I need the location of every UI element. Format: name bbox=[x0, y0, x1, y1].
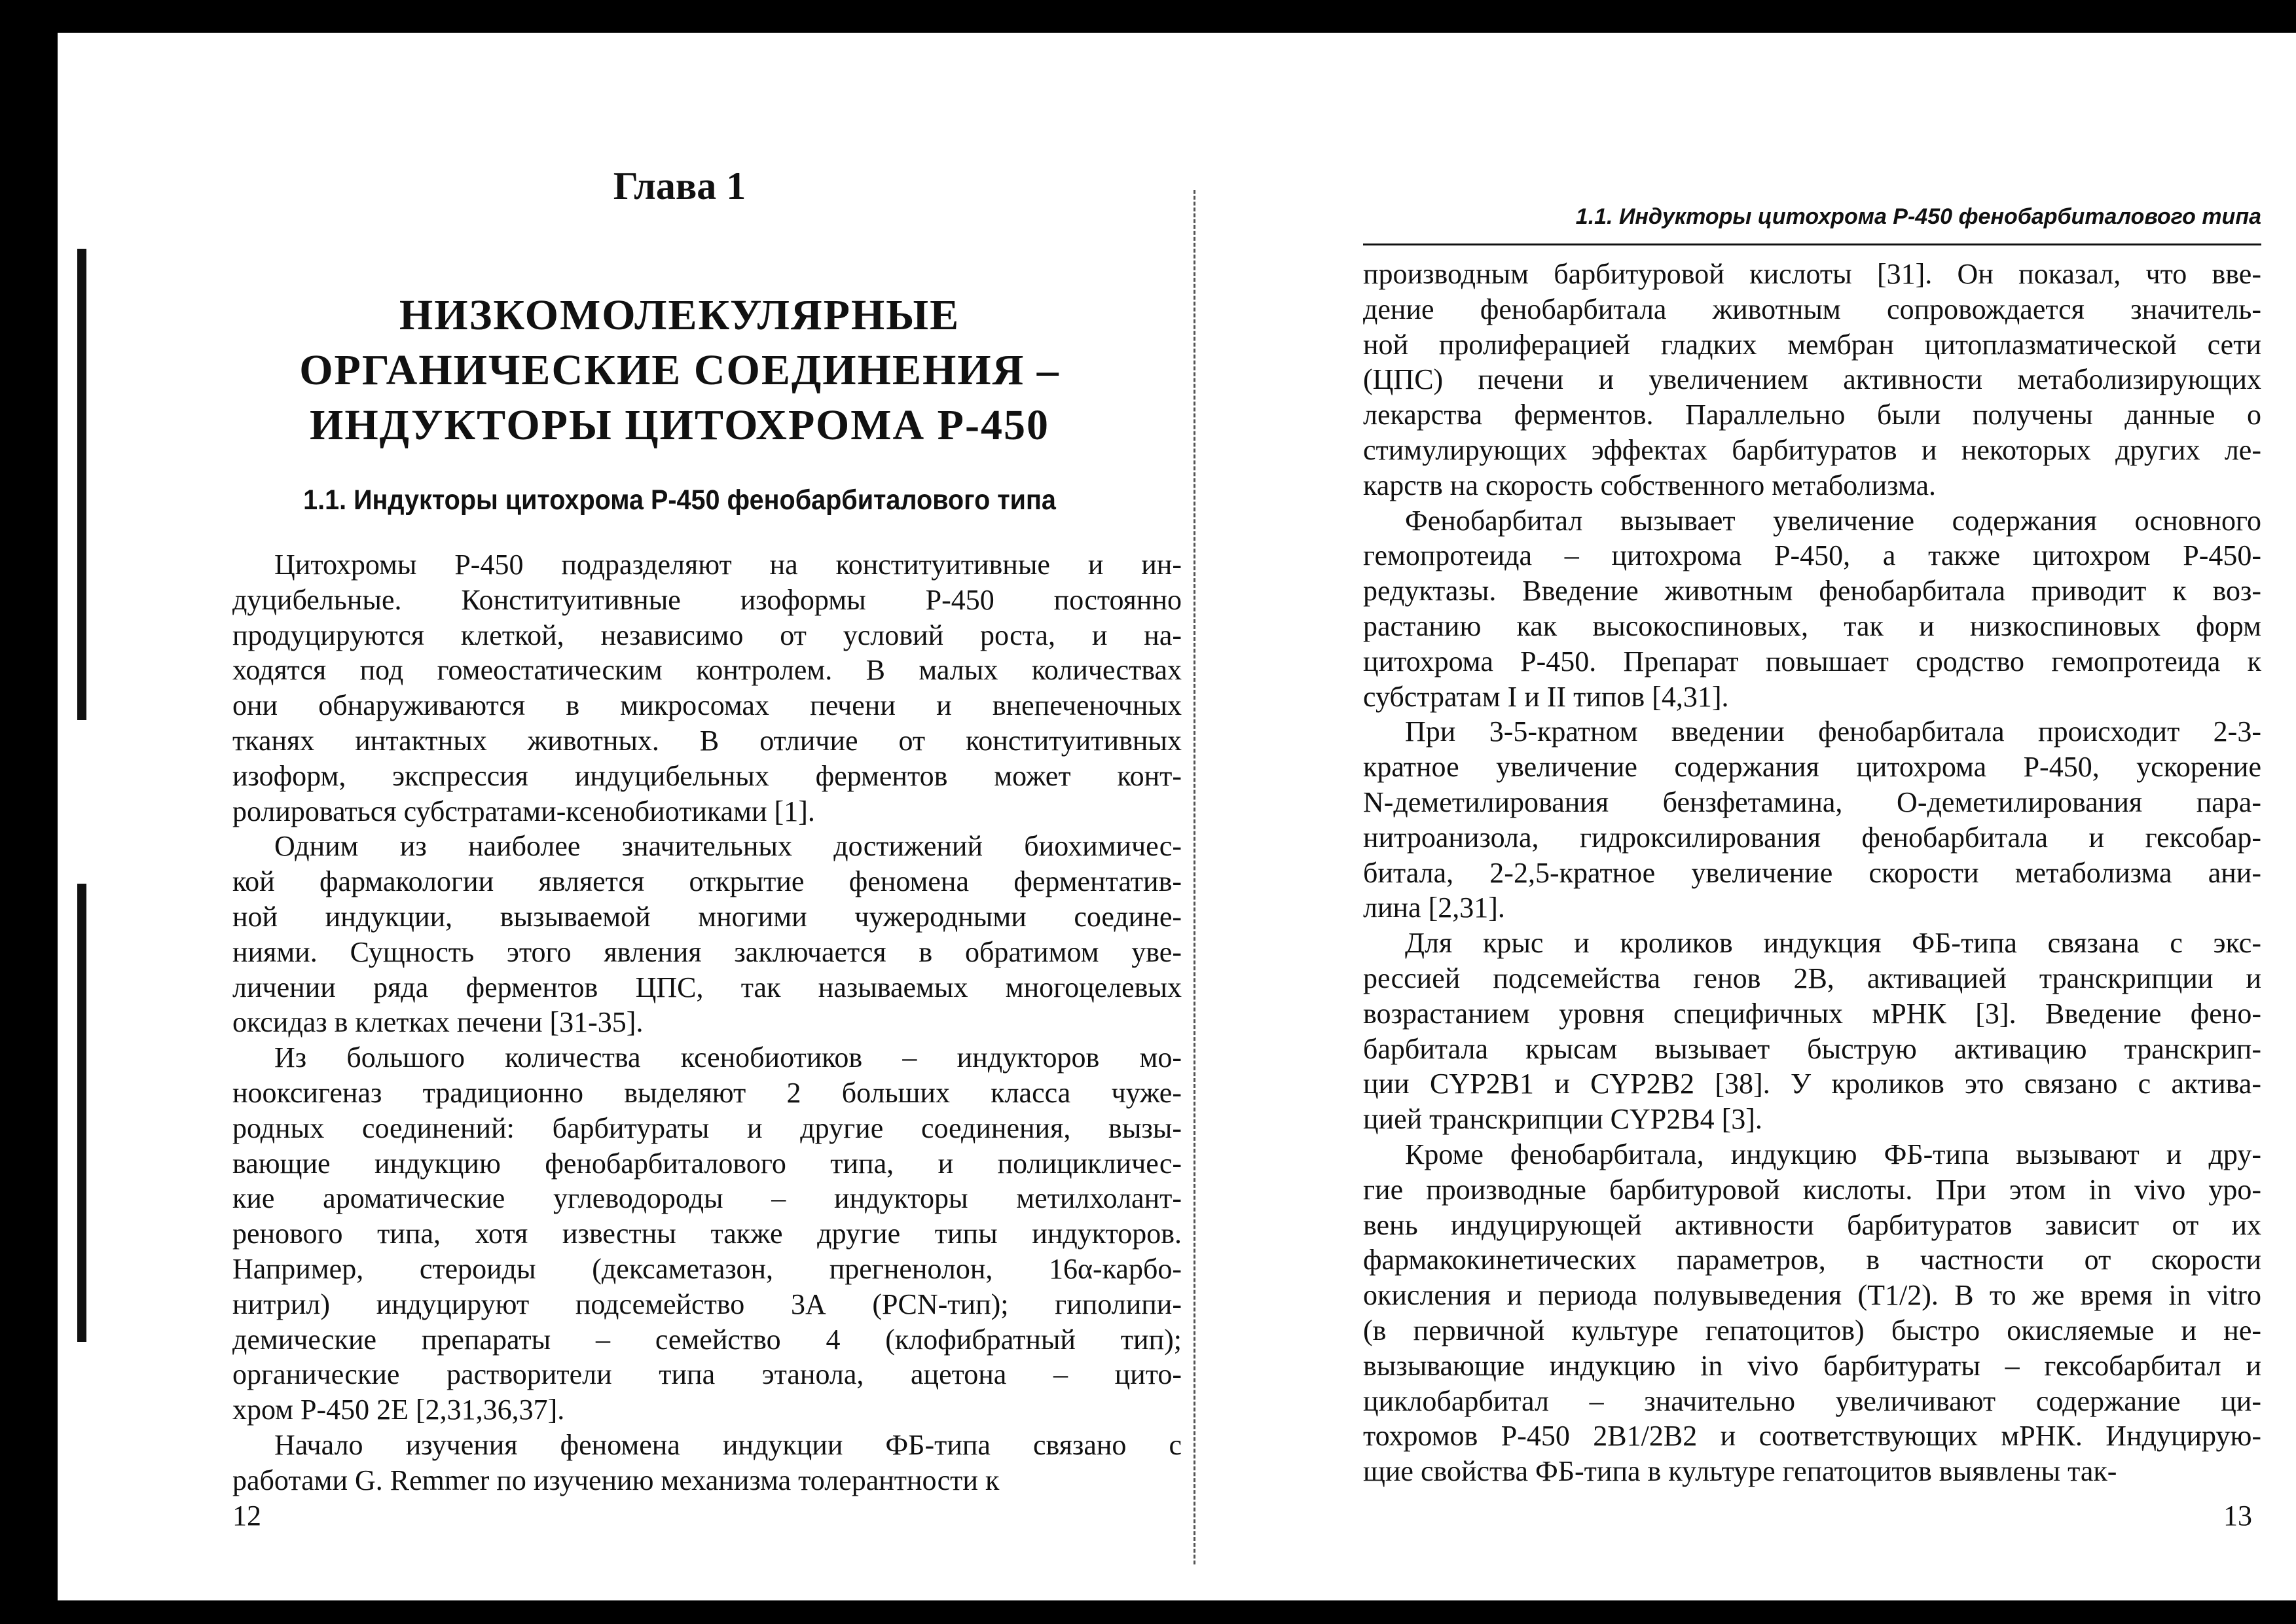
text-line: работами G. Remmer по изучению механизма толерантности к bbox=[232, 1464, 1000, 1496]
chapter-title bbox=[234, 288, 1125, 453]
text-line: органические растворители типа этанола, ацетона – цито- bbox=[232, 1358, 1182, 1391]
text-line: ниями. Сущность этого явления заключается в обратимом уве- bbox=[232, 935, 1182, 968]
text-line: Для крыс и кроликов индукция ФБ-типа связана с экс- bbox=[1405, 927, 2261, 960]
chapter-title-line: НИЗКОМОЛЕКУЛЯРНЫЕ bbox=[399, 291, 960, 339]
text-line: нооксигеназ традиционно выделяют 2 больших класса чуже- bbox=[232, 1076, 1182, 1109]
text-line: вень индуцирующей активности барбитуратов зависит от их bbox=[1363, 1208, 2261, 1241]
text-line: ной индукции, вызываемой многими чужеродными соедине- bbox=[232, 900, 1182, 933]
text-line: демические препараты – семейство 4 (клофибратный тип); bbox=[232, 1323, 1182, 1356]
text-line: Одним из наиболее значительных достижений биохимичес- bbox=[274, 830, 1182, 863]
text-line: лекарства ферментов. Параллельно были получены данные о bbox=[1363, 399, 2261, 431]
text-line: растанию как высокоспиновых, так и низкоспиновых форм bbox=[1363, 609, 2261, 642]
text-line: вающие индукцию фенобарбиталового типа, и полицикличес- bbox=[232, 1147, 1182, 1180]
text-line: ной пролиферацией гладких мембран цитоплазматической сети bbox=[1363, 328, 2261, 361]
text-line: Фенобарбитал вызывает увеличение содержания основного bbox=[1405, 504, 2261, 537]
left-page bbox=[58, 33, 1197, 1600]
running-header: 1.1. Индукторы цитохрома Р-450 фенобарбиталового типа bbox=[1575, 204, 2261, 229]
text-line: Цитохромы Р-450 подразделяют на конституитивные и ин- bbox=[274, 549, 1182, 581]
text-line: Кроме фенобарбитала, индукцию ФБ-типа вызывают и дру- bbox=[1405, 1138, 2261, 1170]
text-line: При 3-5-кратном введении фенобарбитала происходит 2-3- bbox=[1405, 715, 2261, 748]
chapter-title-line: ОРГАНИЧЕСКИЕ СОЕДИНЕНИЯ – bbox=[299, 346, 1060, 394]
text-line: окисления и периода полувыведения (T1/2). В то же время in vitro bbox=[1363, 1279, 2261, 1312]
text-line: изоформ, экспрессия индуцибельных ферментов может конт- bbox=[232, 759, 1182, 792]
text-line: ренового типа, хотя известны также другие типы индукторов. bbox=[232, 1218, 1182, 1250]
text-line: ролироваться субстратами-ксенобиотиками [1]. bbox=[232, 795, 815, 827]
text-line: ции CYP2B1 и CYP2B2 [38]. У кроликов это связано с актива- bbox=[1363, 1068, 2261, 1100]
text-line: хром Р-450 2Е [2,31,36,37]. bbox=[232, 1394, 565, 1426]
text-line: фармакокинетических параметров, в частности от скорости bbox=[1363, 1244, 2261, 1276]
text-line: дение фенобарбитала животным сопровождается значитель- bbox=[1363, 293, 2261, 325]
text-line: рессией подсемейства генов 2В, активацией транскрипции и bbox=[1363, 962, 2261, 994]
text-line: цитохрома Р-450. Препарат повышает сродство гемопротеида к bbox=[1363, 645, 2261, 677]
chapter-title-line: ИНДУКТОРЫ ЦИТОХРОМА Р-450 bbox=[310, 401, 1049, 449]
text-line: личении ряда ферментов ЦПС, так называемых многоцелевых bbox=[232, 971, 1182, 1003]
text-line: Начало изучения феномена индукции ФБ-типа связано с bbox=[274, 1428, 1182, 1461]
text-line: кие ароматические углеводороды – индукторы метилхолант- bbox=[232, 1182, 1182, 1215]
text-line: тканях интактных животных. В отличие от конституитивных bbox=[232, 724, 1182, 757]
text-line: кой фармакологии является открытие феномена ферментатив- bbox=[232, 865, 1182, 898]
text-line: продуцируются клеткой, независимо от условий роста, и на- bbox=[232, 619, 1182, 651]
text-line: нитроанизола, гидроксилирования фенобарбитала и гексобар- bbox=[1363, 821, 2261, 854]
book-spread bbox=[58, 33, 2296, 1600]
text-line: ходятся под гомеостатическим контролем. В малых количествах bbox=[232, 654, 1182, 687]
text-line: N-деметилирования бензфетамина, О-деметилирования пара- bbox=[1363, 785, 2261, 818]
text-line: тохромов Р-450 2В1/2В2 и соответствующих мРНК. Индуцирую- bbox=[1363, 1420, 2261, 1453]
text-line: редуктазы. Введение животным фенобарбитала приводит к воз- bbox=[1363, 575, 2261, 607]
text-line: лина [2,31]. bbox=[1363, 892, 1505, 924]
text-line: они обнаруживаются в микросомах печени и внепеченочных bbox=[232, 689, 1182, 722]
text-line: щие свойства ФБ-типа в культуре гепатоцитов выявлены так- bbox=[1363, 1455, 2117, 1488]
text-line: вызывающие индукцию in vivo барбитураты – гексобарбитал и bbox=[1363, 1349, 2261, 1382]
text-line: возрастанием уровня специфичных мРНК [3]. Введение фено- bbox=[1363, 997, 2261, 1030]
header-rule bbox=[1363, 244, 2261, 245]
text-line: (ЦПС) печени и увеличением активности метаболизирующих bbox=[1363, 363, 2261, 396]
text-line: Из большого количества ксенобиотиков – индукторов мо- bbox=[274, 1041, 1182, 1074]
right-page bbox=[1197, 33, 2296, 1600]
text-line: карств на скорость собственного метаболизма. bbox=[1363, 469, 1937, 501]
text-line: гие производные барбитуровой кислоты. При этом in vivo уро- bbox=[1363, 1173, 2261, 1206]
chapter-number: Глава 1 bbox=[613, 164, 746, 208]
text-line: кратное увеличение содержания цитохрома Р-450, ускорение bbox=[1363, 751, 2261, 784]
section-title: 1.1. Индукторы цитохрома Р-450 фенобарбиталового типа bbox=[303, 484, 1056, 516]
text-line: барбитала крысам вызывает быструю активацию транскрип- bbox=[1363, 1032, 2261, 1065]
text-line: производным барбитуровой кислоты [31]. Он показал, что вве- bbox=[1363, 258, 2261, 290]
text-line: родных соединений: барбитураты и другие соединения, вызы- bbox=[232, 1111, 1182, 1144]
text-line: оксидаз в клетках печени [31-35]. bbox=[232, 1006, 644, 1039]
text-line: гемопротеида – цитохрома Р-450, а также цитохром Р-450- bbox=[1363, 539, 2261, 572]
body-text bbox=[232, 547, 1182, 1498]
page-number: 13 bbox=[2223, 1500, 2252, 1532]
text-line: цией транскрипции CYP2B4 [3]. bbox=[1363, 1103, 1762, 1136]
text-line: нитрил) индуцируют подсемейство 3А (PCN-тип); гиполипи- bbox=[232, 1288, 1182, 1320]
page-number: 12 bbox=[232, 1500, 261, 1532]
text-line: циклобарбитал – значительно увеличивают содержание ци- bbox=[1363, 1384, 2261, 1417]
text-line: (в первичной культуре гепатоцитов) быстро окисляемые и не- bbox=[1363, 1314, 2261, 1346]
text-line: субстратам I и II типов [4,31]. bbox=[1363, 680, 1729, 713]
body-text bbox=[1363, 257, 2261, 1489]
text-line: дуцибельные. Конституитивные изоформы Р-450 постоянно bbox=[232, 583, 1182, 616]
text-line: Например, стероиды (дексаметазон, прегненолон, 16α-карбо- bbox=[232, 1252, 1182, 1285]
text-line: битала, 2-2,5-кратное увеличение скорости метаболизма ани- bbox=[1363, 856, 2261, 889]
text-line: стимулирующих эффектах барбитуратов и некоторых других ле- bbox=[1363, 433, 2261, 466]
